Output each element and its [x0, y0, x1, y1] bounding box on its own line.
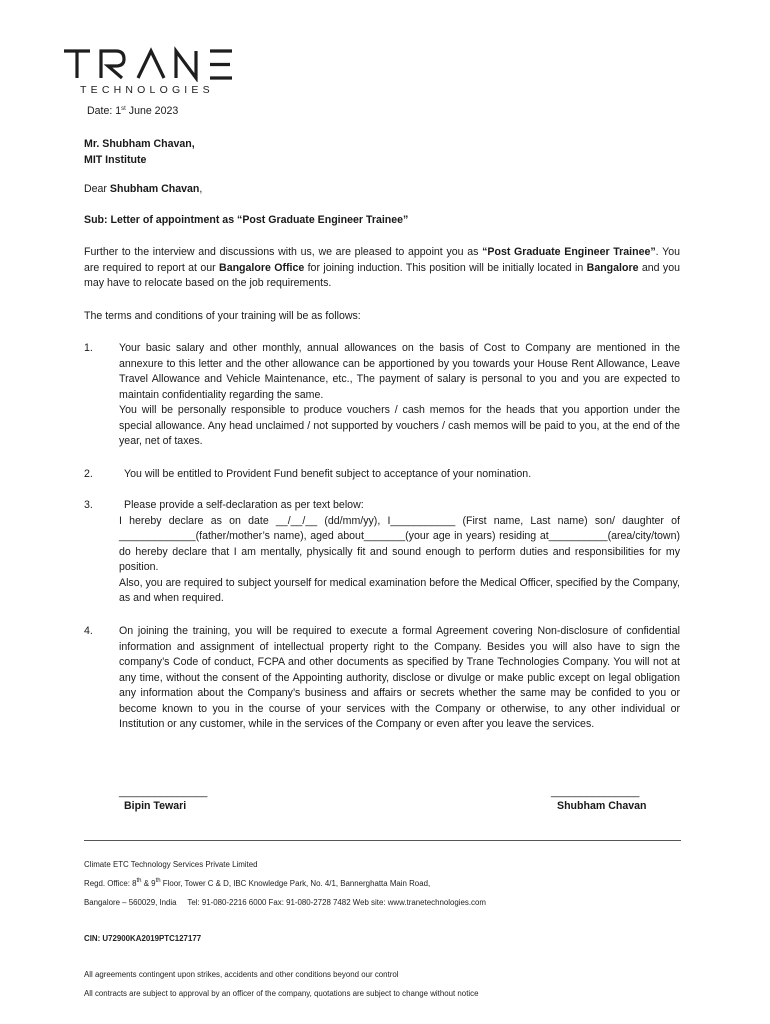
- term-item-4: [84, 624, 680, 733]
- term-paragraph: You will be personally responsible to produce vouchers / cash memos for the heads that you apportion under the special allowance. Any head unclaimed / not supported by vouchers / cash memos will be paid to you, at the end of the year, net of taxes.: [119, 404, 680, 447]
- intro-paragraph: Further to the interview and discussions with us, we are pleased to appoint you as “Post Graduate Engineer Trainee”. You are required to report at our Bangalore Office for joining induction. This position will be initially located in Bangalore and you may have to relocate based on the job requirements.: [84, 246, 680, 289]
- term-paragraph: Please provide a self-declaration as per text below:: [124, 499, 364, 511]
- term-item-1: [84, 341, 680, 450]
- footer-divider: [84, 840, 681, 841]
- term-item-3: [84, 498, 680, 607]
- salutation: Dear Shubham Chavan,: [84, 183, 203, 195]
- recipient-block: [84, 137, 195, 168]
- signature-line: _______________: [551, 786, 640, 798]
- footer-company: Climate ETC Technology Services Private Limited: [84, 860, 258, 869]
- term-number: 2.: [84, 468, 93, 480]
- term-paragraph: Also, you are required to subject yourself for medical examination before the Medical Officer, specified by the Company, as and when required.: [119, 576, 680, 604]
- terms-intro: The terms and conditions of your training will be as follows:: [84, 310, 361, 322]
- declaration-text: I hereby declare as on date __/__/__ (dd/mm/yy), I___________ (First name, Last name) son/ daughter of _____________(father/mother’s name), aged about_______(your age in years) residing at__________(area/city/town) do hereby declare that I am mentally, physically fit and sound enough to perform duties and responsibilities for my position.: [119, 514, 680, 573]
- logo-subtitle: TECHNOLOGIES: [80, 84, 214, 96]
- term-paragraph: You will be entitled to Provident Fund benefit subject to acceptance of your nomination.: [124, 468, 532, 480]
- signature-line: _______________: [119, 786, 208, 798]
- signature-right: [551, 786, 646, 812]
- term-item-2: [84, 467, 680, 483]
- trane-wordmark-icon: [64, 46, 236, 82]
- signatory-name: Shubham Chavan: [557, 800, 647, 812]
- footer-note: All agreements contingent upon strikes, accidents and other conditions beyond our control: [84, 970, 399, 979]
- footer-contact: Bangalore – 560029, India Tel: 91-080-2216 6000 Fax: 91-080-2728 7482 Web site: www.tranetechnologies.com: [84, 898, 486, 907]
- term-number: 4.: [84, 625, 93, 637]
- footer-office: Regd. Office: 8th & 9th Floor, Tower C & D, IBC Knowledge Park, No. 4/1, Bannerghatta Main Road,: [84, 878, 431, 888]
- term-paragraph: On joining the training, you will be required to execute a formal Agreement covering Non-disclosure of confidential information and assignment of intellectual property right to the Company. Besides you will also have to sign the company’s Code of conduct, FCPA and other documents as specified by Trane Technologies Company. You will not at any time, without the consent of the Appointing authority, disclose or divulge or make public except on legal obligation any information about the Company’s business and affairs or secrets whether the same may be confided to you or become known to you in the course of your services with the Company or otherwise, to any other individual or Institution or any customer, while in the services of the Company or even after you leave the services.: [119, 625, 680, 730]
- recipient-org: MIT Institute: [84, 153, 147, 166]
- term-number: 3.: [84, 499, 93, 511]
- term-number: 1.: [84, 342, 93, 354]
- subject-line: Sub: Letter of appointment as “Post Graduate Engineer Trainee”: [84, 214, 409, 226]
- letter-date: Date: 1st June 2023: [87, 105, 179, 117]
- recipient-name: Mr. Shubham Chavan,: [84, 138, 195, 150]
- signatory-name: Bipin Tewari: [124, 800, 187, 812]
- signature-left: [119, 786, 207, 812]
- footer-cin: CIN: U72900KA2019PTC127177: [84, 934, 202, 943]
- footer-note: All contracts are subject to approval by an officer of the company, quotations are subject to change without notice: [84, 989, 479, 998]
- term-paragraph: Your basic salary and other monthly, annual allowances on the basis of Cost to Company are mentioned in the annexure to this letter and the other allowance can be apportioned by you towards your House Rent Allowance, Leave Travel Allowance and Vehicle Maintenance, etc., The payment of salary is personal to you and you are expected to maintain confidentiality regarding the same.: [119, 342, 680, 401]
